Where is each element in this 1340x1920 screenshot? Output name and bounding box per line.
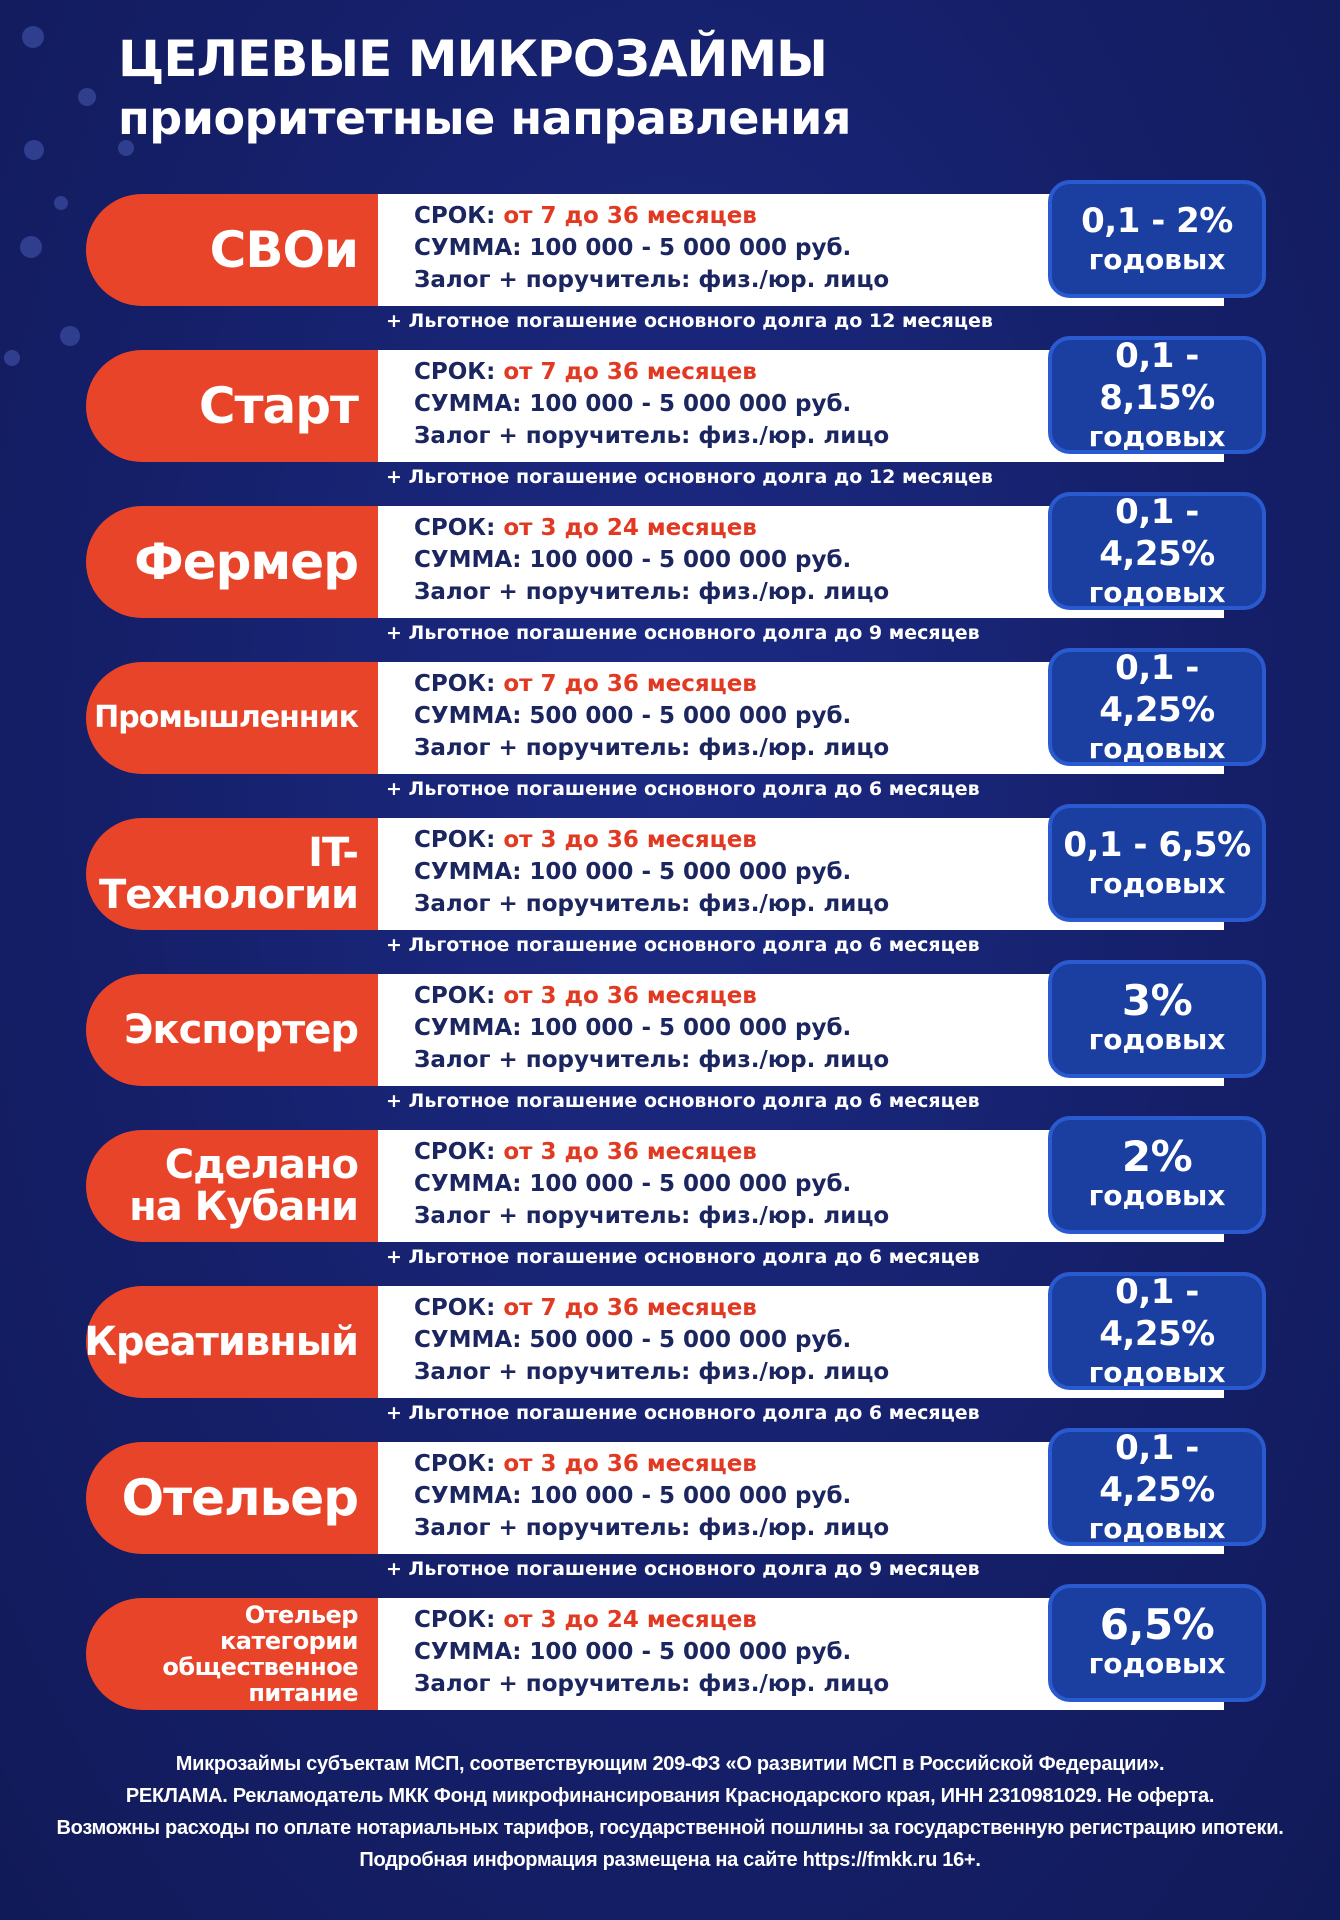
sum-value: 100 000 - 5 000 000 руб. bbox=[529, 859, 852, 885]
grace-note: + Льготное погашение основного долга до 9 месяцев bbox=[386, 1558, 980, 1580]
sum-line: СУММА: 100 000 - 5 000 000 руб. bbox=[414, 1639, 852, 1665]
rate-unit: годовых bbox=[1088, 1023, 1226, 1056]
footer-disclaimer bbox=[0, 1748, 1340, 1876]
collateral-line: Залог + поручитель: физ./юр. лицо bbox=[414, 267, 890, 293]
rate-value: 6,5% bbox=[1099, 1600, 1215, 1649]
term-value: от 7 до 36 месяцев bbox=[503, 1295, 757, 1321]
collateral-line: Залог + поручитель: физ./юр. лицо bbox=[414, 1671, 890, 1697]
product-row-farmer bbox=[0, 492, 1340, 648]
product-name-tab bbox=[86, 662, 378, 774]
sum-value: 100 000 - 5 000 000 руб. bbox=[529, 1483, 852, 1509]
rate-unit: годовых bbox=[1088, 1512, 1226, 1545]
product-row-start bbox=[0, 336, 1340, 492]
sum-value: 100 000 - 5 000 000 руб. bbox=[529, 1639, 852, 1665]
product-name: IT- Технологии bbox=[98, 830, 358, 918]
term-line: СРОК: от 3 до 36 месяцев bbox=[414, 827, 757, 853]
grace-note: + Льготное погашение основного долга до 9 месяцев bbox=[386, 622, 980, 644]
rate-badge bbox=[1048, 648, 1266, 766]
term-line: СРОК: от 3 до 36 месяцев bbox=[414, 983, 757, 1009]
product-name-tab bbox=[86, 1442, 378, 1554]
product-name: Отельер bbox=[121, 1469, 358, 1527]
rate-value: 0,1 - 8,15% bbox=[1099, 336, 1215, 418]
rate-unit: годовых bbox=[1088, 576, 1226, 609]
page-title: ЦЕЛЕВЫЕ МИКРОЗАЙМЫ bbox=[118, 30, 827, 88]
header bbox=[118, 28, 851, 146]
sum-line: СУММА: 100 000 - 5 000 000 руб. bbox=[414, 235, 852, 261]
term-line: СРОК: от 7 до 36 месяцев bbox=[414, 1295, 757, 1321]
grace-note: + Льготное погашение основного долга до 6 месяцев bbox=[386, 778, 980, 800]
product-name: Промышленник bbox=[94, 700, 358, 735]
term-value: от 7 до 36 месяцев bbox=[503, 359, 757, 385]
collateral-line: Залог + поручитель: физ./юр. лицо bbox=[414, 579, 890, 605]
rate-badge bbox=[1048, 336, 1266, 454]
grace-note: + Льготное погашение основного долга до 6 месяцев bbox=[386, 1402, 980, 1424]
collateral-line: Залог + поручитель: физ./юр. лицо bbox=[414, 735, 890, 761]
product-row-industrial bbox=[0, 648, 1340, 804]
rate-value: 0,1 - 4,25% bbox=[1099, 492, 1215, 574]
product-name: Фермер bbox=[134, 533, 358, 591]
product-name: Отельер категории общественное питание bbox=[162, 1601, 358, 1707]
product-details bbox=[414, 512, 889, 608]
rate-value: 0,1 - 2% bbox=[1081, 201, 1233, 241]
grace-note: + Льготное погашение основного долга до 6 месяцев bbox=[386, 1246, 980, 1268]
sum-line: СУММА: 100 000 - 5 000 000 руб. bbox=[414, 1171, 852, 1197]
sum-value: 500 000 - 5 000 000 руб. bbox=[529, 703, 852, 729]
product-row-it bbox=[0, 804, 1340, 960]
sum-line: СУММА: 100 000 - 5 000 000 руб. bbox=[414, 1483, 852, 1509]
rate-value: 0,1 - 4,25% bbox=[1099, 648, 1215, 730]
product-name-tab bbox=[86, 974, 378, 1086]
rate-unit: годовых bbox=[1088, 1647, 1226, 1680]
product-details bbox=[414, 980, 889, 1076]
product-name-tab bbox=[86, 1286, 378, 1398]
product-name-tab bbox=[86, 506, 378, 618]
grace-note: + Льготное погашение основного долга до 6 месяцев bbox=[386, 934, 980, 956]
collateral-line: Залог + поручитель: физ./юр. лицо bbox=[414, 1359, 890, 1385]
product-name: Старт bbox=[198, 377, 358, 435]
product-details bbox=[414, 200, 889, 296]
rate-value: 0,1 - 6,5% bbox=[1063, 825, 1251, 865]
product-details bbox=[414, 1292, 889, 1388]
grace-note: + Льготное погашение основного долга до 12 месяцев bbox=[386, 310, 993, 332]
collateral-line: Залог + поручитель: физ./юр. лицо bbox=[414, 423, 890, 449]
rate-badge bbox=[1048, 804, 1266, 922]
product-name-tab bbox=[86, 350, 378, 462]
rate-badge bbox=[1048, 960, 1266, 1078]
sum-value: 100 000 - 5 000 000 руб. bbox=[529, 547, 852, 573]
sum-line: СУММА: 100 000 - 5 000 000 руб. bbox=[414, 391, 852, 417]
sum-line: СУММА: 500 000 - 5 000 000 руб. bbox=[414, 703, 852, 729]
term-value: от 3 до 24 месяцев bbox=[503, 515, 757, 541]
sum-value: 100 000 - 5 000 000 руб. bbox=[529, 1171, 852, 1197]
product-name-tab bbox=[86, 194, 378, 306]
sum-value: 100 000 - 5 000 000 руб. bbox=[529, 391, 852, 417]
product-details bbox=[414, 824, 889, 920]
sum-value: 500 000 - 5 000 000 руб. bbox=[529, 1327, 852, 1353]
collateral-line: Залог + поручитель: физ./юр. лицо bbox=[414, 1047, 890, 1073]
rate-badge bbox=[1048, 1428, 1266, 1546]
product-row-hotelier bbox=[0, 1428, 1340, 1584]
rate-value: 3% bbox=[1121, 976, 1193, 1025]
rate-unit: годовых bbox=[1088, 1179, 1226, 1212]
grace-note: + Льготное погашение основного долга до 12 месяцев bbox=[386, 466, 993, 488]
term-line: СРОК: от 7 до 36 месяцев bbox=[414, 203, 757, 229]
term-value: от 3 до 24 месяцев bbox=[503, 1607, 757, 1633]
rate-unit: годовых bbox=[1088, 243, 1226, 276]
term-line: СРОК: от 3 до 36 месяцев bbox=[414, 1139, 757, 1165]
rate-unit: годовых bbox=[1088, 867, 1226, 900]
rate-unit: годовых bbox=[1088, 1356, 1226, 1389]
footer-line: РЕКЛАМА. Рекламодатель МКК Фонд микрофинансирования Краснодарского края, ИНН 2310981029. Не оферта. bbox=[125, 1785, 1215, 1807]
rate-badge bbox=[1048, 1116, 1266, 1234]
footer-line: Возможны расходы по оплате нотариальных тарифов, государственной пошлины за государственную регистрацию ипотеки. bbox=[56, 1817, 1284, 1839]
product-row-creative bbox=[0, 1272, 1340, 1428]
term-value: от 3 до 36 месяцев bbox=[503, 1139, 757, 1165]
rate-value: 0,1 - 4,25% bbox=[1099, 1272, 1215, 1354]
term-line: СРОК: от 3 до 24 месяцев bbox=[414, 1607, 757, 1633]
collateral-line: Залог + поручитель: физ./юр. лицо bbox=[414, 891, 890, 917]
grace-note: + Льготное погашение основного долга до 6 месяцев bbox=[386, 1090, 980, 1112]
sum-line: СУММА: 100 000 - 5 000 000 руб. bbox=[414, 859, 852, 885]
term-value: от 3 до 36 месяцев bbox=[503, 827, 757, 853]
product-name-tab bbox=[86, 1130, 378, 1242]
rate-badge bbox=[1048, 180, 1266, 298]
product-details bbox=[414, 1604, 889, 1700]
sum-value: 100 000 - 5 000 000 руб. bbox=[529, 1015, 852, 1041]
sum-line: СУММА: 100 000 - 5 000 000 руб. bbox=[414, 1015, 852, 1041]
rate-badge bbox=[1048, 1584, 1266, 1702]
rate-unit: годовых bbox=[1088, 420, 1226, 453]
product-name: Сделано на Кубани bbox=[129, 1142, 358, 1230]
term-line: СРОК: от 3 до 24 месяцев bbox=[414, 515, 757, 541]
product-details bbox=[414, 356, 889, 452]
decor-dot bbox=[24, 140, 44, 160]
product-details bbox=[414, 1448, 889, 1544]
term-line: СРОК: от 3 до 36 месяцев bbox=[414, 1451, 757, 1477]
footer-line: Подробная информация размещена на сайте https://fmkk.ru 16+. bbox=[359, 1849, 981, 1871]
rate-badge bbox=[1048, 492, 1266, 610]
product-name-tab bbox=[86, 1598, 378, 1710]
collateral-line: Залог + поручитель: физ./юр. лицо bbox=[414, 1203, 890, 1229]
term-value: от 3 до 36 месяцев bbox=[503, 1451, 757, 1477]
term-line: СРОК: от 7 до 36 месяцев bbox=[414, 359, 757, 385]
product-name: Экспортер bbox=[124, 1007, 358, 1053]
product-row-hotelier-catering bbox=[0, 1584, 1340, 1740]
collateral-line: Залог + поручитель: физ./юр. лицо bbox=[414, 1515, 890, 1541]
term-line: СРОК: от 7 до 36 месяцев bbox=[414, 671, 757, 697]
rate-unit: годовых bbox=[1088, 732, 1226, 765]
term-value: от 7 до 36 месяцев bbox=[503, 203, 757, 229]
decor-dot bbox=[78, 88, 96, 106]
rate-value: 0,1 - 4,25% bbox=[1099, 1428, 1215, 1510]
product-name: СВОи bbox=[209, 221, 358, 279]
footer-line: Микрозаймы субъектам МСП, соответствующим 209-ФЗ «О развитии МСП в Российской Федерации». bbox=[175, 1753, 1165, 1775]
sum-line: СУММА: 100 000 - 5 000 000 руб. bbox=[414, 547, 852, 573]
page-subtitle: приоритетные направления bbox=[118, 91, 851, 145]
product-name-tab bbox=[86, 818, 378, 930]
rate-value: 2% bbox=[1121, 1132, 1193, 1181]
product-name: Креативный bbox=[84, 1319, 358, 1365]
product-row-kuban bbox=[0, 1116, 1340, 1272]
sum-value: 100 000 - 5 000 000 руб. bbox=[529, 235, 852, 261]
term-value: от 3 до 36 месяцев bbox=[503, 983, 757, 1009]
product-row-svoi bbox=[0, 180, 1340, 336]
product-details bbox=[414, 1136, 889, 1232]
decor-dot bbox=[22, 26, 44, 48]
term-value: от 7 до 36 месяцев bbox=[503, 671, 757, 697]
rate-badge bbox=[1048, 1272, 1266, 1390]
sum-line: СУММА: 500 000 - 5 000 000 руб. bbox=[414, 1327, 852, 1353]
product-row-exporter bbox=[0, 960, 1340, 1116]
product-details bbox=[414, 668, 889, 764]
